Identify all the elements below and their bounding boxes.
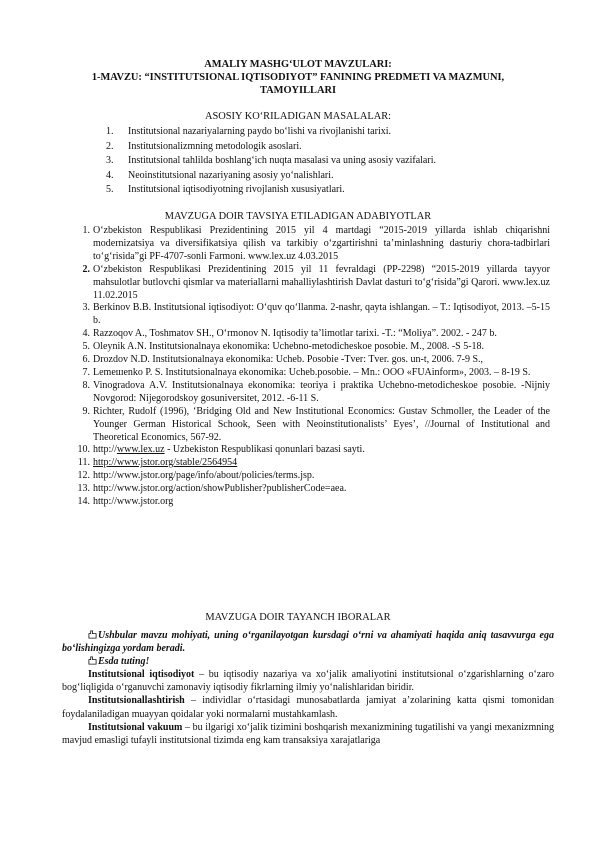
references-list — [77, 225, 550, 509]
term-name: Institutsional iqtisodiyot — [88, 669, 195, 681]
terms-remember: Esda tuting! — [62, 655, 554, 668]
reference-item: 14. http://www.jstor.org — [77, 496, 174, 508]
reference-item: 3. Berkinov B.B. Institutsional iqtisodiyot: O‘quv qo‘llanma. 2-nashr, qayta ishlangan. – T.: Iqtisodiyot, 2013. –5-15 b. — [82, 302, 550, 327]
reference-item: 10. http://www.lex.uz - Uzbekiston Respublikasi qonunlari bazasi sayti. — [77, 444, 365, 456]
reference-item: 5. Oleynik A.N. Institutsionalnaya ekonomika: Uchebno-metodicheskoe posobie. M., 2008. -S 5-18. — [82, 341, 485, 353]
term-entry — [62, 721, 554, 747]
jstor-stable-link[interactable]: http://www.jstor.org/stable/2564954 — [93, 457, 238, 469]
term-definition: – bu iqtisodiy nazariya va xo‘jalik amaliyotini institutsional o‘zgarishlarning o‘zaro bog‘liqligida o‘rganuvchi zamonaviy iqtisodiy fikrlarning ilmiy yo‘nalishlaridan biridir. — [62, 669, 554, 694]
list-item: 3. Institutsional tahlilda boshlang‘ich nuqta masalasi va uning asosiy vazifalari. — [106, 155, 436, 167]
reference-item: 13. http://www.jstor.org/action/showPublisher?publisherCode=aea. — [77, 483, 347, 495]
list-item: 5. Institutsional iqtisodiyotning rivojlanish xususiyatlari. — [106, 184, 345, 196]
heading-line-1: AMALIY MASHG‘ULOT MAVZULARI: — [204, 59, 392, 70]
list-item: 2. Institutsionalizmning metodologik asoslari. — [106, 140, 302, 152]
heading-line-3: TAMOYILLARI — [259, 85, 336, 96]
reference-item: 8. Vinogradova A.V. Institutsionalnaya ekonomika: teoriya i praktika Uchebno-metodicheskoe posobie. -Nijniy Novgorod: Nijegorodskoy gosuniversitet, 2012. -6-11 S. — [82, 379, 550, 404]
term-definition: – individlar o‘rtasidagi munosabatlarda jamiyat a’zolarining katta qismi tomonidan foydalaniladigan muayyan qoidalar yoki normalarni mustahkamlash. — [62, 695, 554, 720]
term-name: Institutsionallashtirish — [88, 695, 185, 707]
reference-item: 4. Razzoqov A., Toshmatov SH., O‘rmonov N. Iqtisodiy ta’limotlar tarixi. -T.: “Moliya”. 2002. - 247 b. — [82, 328, 497, 340]
terms-intro: Ushbular mavzu mohiyati, uning o‘rganilayotgan kursdagi o‘rni va ahamiyati haqida aniq tasavvurga ega bo‘lishingizga yordam beradi. — [62, 630, 554, 655]
heading-line-2: 1-MAVZU: “INSTITUTSIONAL IQTISODIYOT” FANINING PREDMETI VA MAZMUNI, — [91, 72, 505, 83]
list-item: 4. Neoinstitutsional nazariyaning asosiy yo‘nalishlari. — [106, 169, 334, 181]
reference-item: 9. Richter, Rudolf (1996), ‘Bridging Old and New Institutional Economics: Gustav Schmoller, the Leader of the Younger German Historical Schook, Seen with Neoinstitutionalists’ Eyes’, //Journal of Institutional and Theoretical Economics, 567-92. — [82, 405, 550, 443]
reference-item: 7. Lemeшenko P. S. Institutsionalnaya ekonomika: Ucheb.posobie. – Mn.: OOO «FUAinform», 2003. – 8-19 S. — [82, 366, 531, 378]
reference-item: 12. http://www.jstor.org/page/info/about/policies/terms.jsp. — [77, 470, 315, 482]
reference-item: 11. http://www.jstor.org/stable/2564954 — [77, 457, 238, 469]
page-heading — [30, 58, 566, 97]
reference-item: 1. O‘zbekiston Respublikasi Prezidentining 2015 yil 4 martdagi “2015-2019 yillarda ishlab chiqarishni modernizatsiya va diversifikatsiya qilish va tarkibiy o‘zgartirishni ta’minlashning dasturiy chora-tadbirlari to‘g‘risida”gi PF-4707-sonli Farmoni. www.lex.uz 4.03.2015 — [82, 225, 550, 262]
term-entry — [62, 694, 554, 720]
questions-title: ASOSIY KO‘RILADIGAN MASALALAR: — [204, 111, 392, 122]
questions-list — [106, 125, 546, 198]
reference-item: 6. Drozdov N.D. Institutsionalnaya ekonomika: Ucheb. Posobie -Tver: Tver. gos. un-t, 2006. 7-9 S., — [82, 354, 484, 366]
terms-title: MAVZUGA DOIR TAYANCH IBORALAR — [205, 612, 391, 623]
hand-pointer-icon — [88, 656, 97, 665]
lex-uz-link[interactable]: www.lex.uz — [116, 444, 165, 456]
hand-pointer-icon — [88, 630, 97, 639]
term-name: Institutsional vakuum — [88, 721, 183, 733]
reference-item: 2. O‘zbekiston Respublikasi Prezidentining 2015 yil 11 fevraldagi (PP-2298) “2015-2019 yillarda tayyor mahsulotlar butlovchi qismlar va materiallarni mahalliylashtirish Davlat dasturi to‘g‘risida”gi Qarori. www.lex.uz 11.02.2015 — [82, 263, 550, 301]
references-title: MAVZUGA DOIR TAVSIYA ETILADIGAN ADABIYOTLAR — [164, 211, 432, 222]
term-entry — [62, 668, 554, 694]
list-item: 1. Institutsional nazariyalarning paydo bo‘lishi va rivojlanishi tarixi. — [106, 126, 391, 137]
terms-section — [62, 629, 554, 747]
term-definition: – bu ilgarigi xo‘jalik tizimini boshqarish mexanizmining tugatilishi va yangi mexanizmning mavjud emasligi tufayli institutsional tizimda eng kam transaksiya xarajatlariga — [62, 721, 555, 746]
